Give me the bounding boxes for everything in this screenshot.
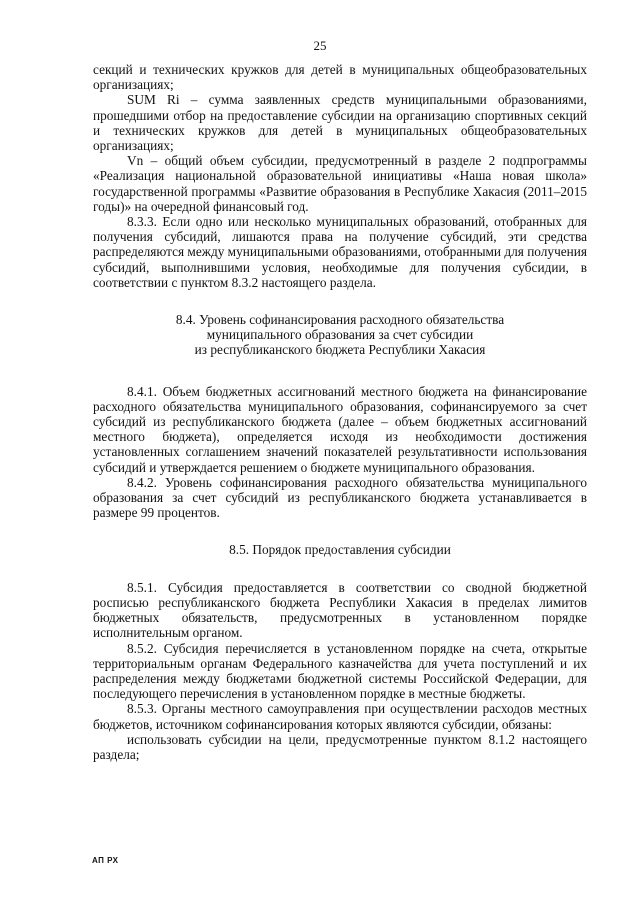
paragraph-8-5-3: 8.5.3. Органы местного самоуправления при осуществлении расходов местных бюджетов, источником софинансирования которых являются субсидии, обязаны: xyxy=(93,701,587,732)
paragraph-sum-ri: SUM Ri – сумма заявленных средств муниципальными образованиями, прошедшими отбор на предоставление субсидии на организацию спортивных секций и технических кружков для детей в муниципальных общеобразовательных организациях; xyxy=(93,92,587,154)
paragraph-8-4-2: 8.4.2. Уровень софинансирования расходного обязательства муниципального образования за счет субсидий из республиканского бюджета устанавливается в размере 99 процентов. xyxy=(93,474,587,521)
heading-8-4-line-3: из республиканского бюджета Республики Хакасия xyxy=(194,342,486,358)
paragraph-8-5-1: 8.5.1. Субсидия предоставляется в соответствии со сводной бюджетной росписью республиканского бюджета Республики Хакасия в пределах лимитов бюджетных обязательств, предусмотренных в установленном порядке исполнительным органом. xyxy=(93,579,587,641)
paragraph-organizations: секций и технических кружков для детей в муниципальных общеобразовательных организациях; xyxy=(93,62,587,93)
heading-8-4-line-2: муниципального образования за счет субсидии xyxy=(206,327,474,343)
paragraph-8-3-3: 8.3.3. Если одно или несколько муниципальных образований, отобранных для получения субсидий, лишаются права на получение субсидий, эти средства распределяются между муниципальными образованиями, отобранными для получения субсидий, выполнившими условия, необходимые для получения субсидии, в соответствии с пунктом 8.3.2 настоящего раздела. xyxy=(93,214,588,290)
paragraph-use-subsidies: использовать субсидии на цели, предусмотренные пунктом 8.1.2 настоящего раздела; xyxy=(93,731,587,762)
paragraph-vn: Vn – общий объем субсидии, предусмотренный в разделе 2 подпрограммы «Реализация национальной образовательной инициативы «Наша новая школа» государственной программы «Развитие образования в Республике Хакасия (2011–2015 годы)» на очередной финансовый год. xyxy=(93,153,587,214)
section-heading-8-5: 8.5. Порядок предоставления субсидии xyxy=(229,542,451,558)
section-heading-8-4 xyxy=(93,312,587,358)
page-number: 25 xyxy=(313,38,327,53)
paragraph-8-4-1: 8.4.1. Объем бюджетных ассигнований местного бюджета на финансирование расходного обязательства муниципального образования, софинансируемого за счет субсидий из республиканского бюджета (далее – объем бюджетных ассигнований местного бюджета), определяется исходя из необходимости достижения установленных соглашением значений показателей результативности использования субсидий и утверждается решением о бюджете муниципального образования. xyxy=(93,383,587,475)
paragraph-8-5-2: 8.5.2. Субсидия перечисляется в установленном порядке на счета, открытые территориальным органам Федерального казначейства для учета поступлений и их распределения между бюджетами бюджетной системы Российской Федерации, для последующего перечисления в установленном порядке в местные бюджеты. xyxy=(93,640,587,702)
page-body xyxy=(93,62,587,762)
heading-8-4-line-1: 8.4. Уровень софинансирования расходного обязательства xyxy=(175,312,505,328)
footer-label: АП РХ xyxy=(92,856,119,865)
